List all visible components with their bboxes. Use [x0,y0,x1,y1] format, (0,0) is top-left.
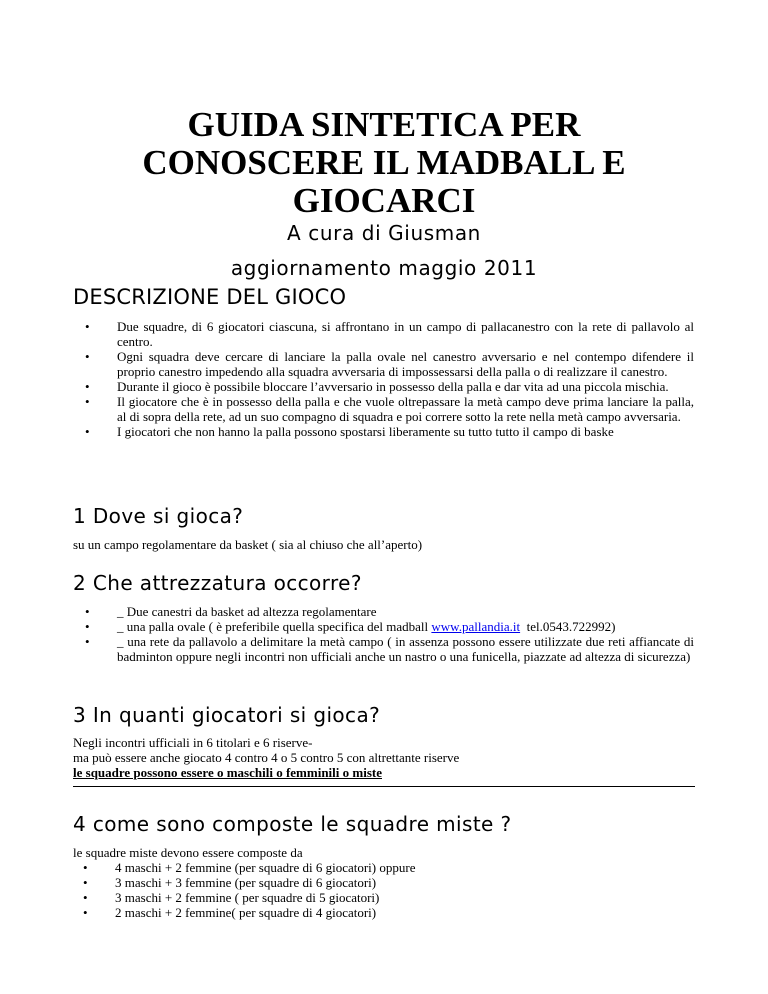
description-item: • Due squadre, di 6 giocatori ciascuna, si affrontano in un campo di pallacanestro con la rete di pallavolo al centro. [85,319,694,349]
section-3-line-1: Negli incontri ufficiali in 6 titolari e 6 riserve- [73,735,313,750]
section-1-line: su un campo regolamentare da basket ( sia al chiuso che all’aperto) [73,537,423,552]
heading-description: DESCRIZIONE DEL GIOCO [73,285,347,309]
equipment-list [85,604,694,664]
equipment-item [85,619,694,634]
description-item: • I giocatori che non hanno la palla possono spostarsi liberamente su tutto tutto il campo di baske [85,424,694,439]
section-3-text [73,735,698,780]
mixed-team-item: • 2 maschi + 2 femmine( per squadre di 4 giocatori) [83,905,692,920]
document-title [0,106,768,220]
description-item: • Ogni squadra deve cercare di lanciare la palla ovale nel canestro avversario e nel contempo difendere il proprio canestro impedendo alla squadra avversaria di impossessarsi della palla o di realizzare il canestro. [85,349,694,379]
title-line-1: GUIDA SINTETICA PER [187,105,581,144]
heading-section-1: 1 Dove si gioca? [73,504,244,528]
description-list [85,319,694,439]
mixed-teams-list [83,860,692,920]
pallandia-link[interactable]: www.pallandia.it [431,619,521,634]
mixed-team-item: • 3 maschi + 3 femmine (per squadre di 6 giocatori) [83,875,692,890]
mixed-team-item: • 3 maschi + 2 femmine ( per squadre di 5 giocatori) [83,890,692,905]
section-4-intro [73,845,698,860]
equipment-item: • _ una rete da pallavolo a delimitare la metà campo ( in assenza possono essere utilizzate due reti affiancate di badminton oppure negli incontri non ufficiali anche un nastro o una funicella, piazzate ad altezza di sicurezza) [85,634,694,664]
update-line: aggiornamento maggio 2011 [230,256,538,280]
section-1-text [73,537,698,552]
heading-section-4: 4 come sono composte le squadre miste ? [73,812,512,836]
title-line-3: GIOCARCI [292,181,476,220]
title-line-2: CONOSCERE IL MADBALL E [142,143,626,182]
section-3-line-3: le squadre possono essere o maschili o femminili o miste [73,765,382,780]
author-line: A cura di Giusman [287,221,481,245]
equipment-item: • _ Due canestri da basket ad altezza regolamentare [85,604,694,619]
mixed-team-item: • 4 maschi + 2 femmine (per squadre di 6 giocatori) oppure [83,860,692,875]
equipment-item-phone: tel.0543.722992) [520,619,616,634]
section-3-line-2: ma può essere anche giocato 4 contro 4 o 5 contro 5 con altrettante riserve [73,750,460,765]
description-item: • Durante il gioco è possibile bloccare l’avversario in possesso della palla e dar vita ad una piccola mischia. [85,379,694,394]
description-item: • Il giocatore che è in possesso della palla e che vuole oltrepassare la metà campo deve prima lanciare la palla, al di sopra della rete, ad un suo compagno di squadra e poi correre sotto la rete nella metà campo avversaria. [85,394,694,424]
heading-section-2: 2 Che attrezzatura occorre? [73,571,362,595]
heading-section-3: 3 In quanti giocatori si gioca? [73,703,381,727]
section-divider [73,786,695,787]
section-4-intro-line: le squadre miste devono essere composte da [73,845,303,860]
equipment-item-text: _ una palla ovale ( è preferibile quella specifica del madball [117,619,432,634]
